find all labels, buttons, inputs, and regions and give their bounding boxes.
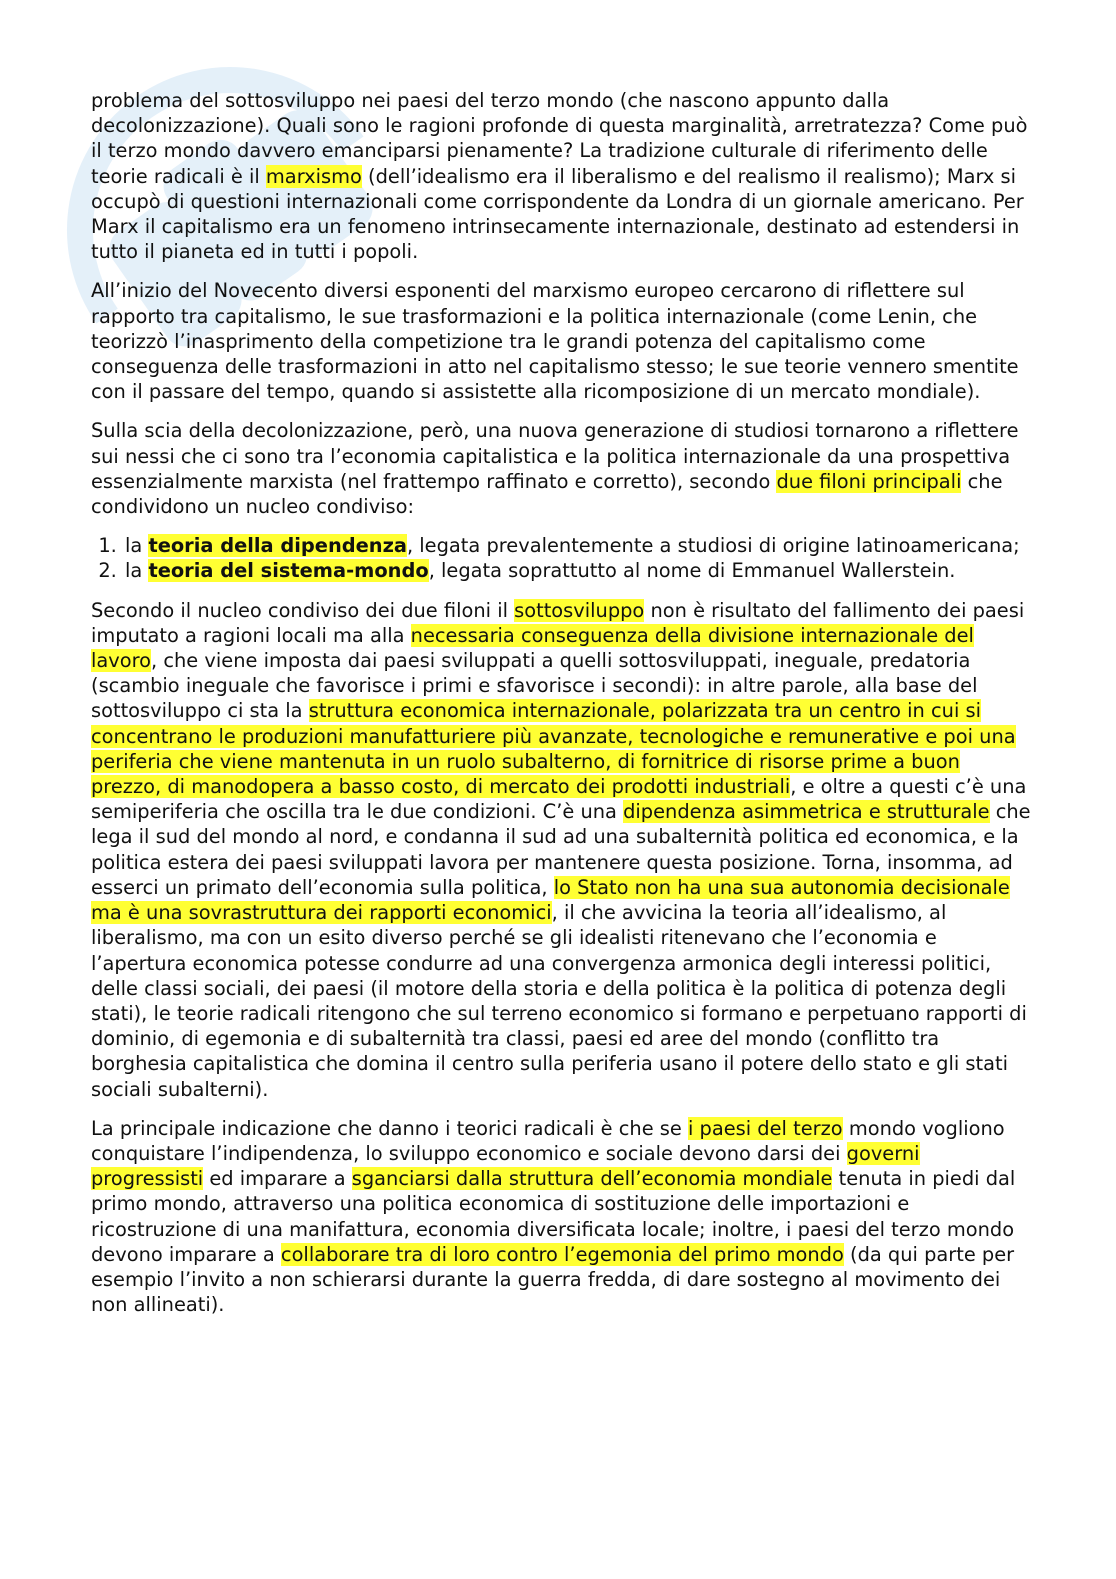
text-span: , e oltre a questi c’è una semiperiferia che oscilla tra le due condizioni. C’è una: [91, 775, 1027, 824]
highlight-due-filoni: due filoni principali: [776, 469, 962, 493]
text-span: che lega il sud del mondo al nord, e condanna il sud ad una subalternità politica ed economica, e la politica estera dei paesi sviluppati lavora per mantenere questa posizione. Torna, insomma, ad esserci un primato dell’economia sulla politica,: [91, 800, 1031, 899]
text-span: , legata prevalentemente a studiosi di origine latinoamericana;: [406, 534, 1020, 558]
text-span: (da qui parte per esempio l’invito a non schierarsi durante la guerra fredda, di dare sostegno al movimento dei non allineati).: [91, 1242, 1015, 1317]
highlight: sottosviluppo: [514, 598, 645, 622]
text-span: Secondo il nucleo condiviso dei due filoni il: [91, 598, 515, 622]
text-span: La principale indicazione che danno i teorici radicali è che se: [91, 1116, 688, 1140]
highlight-wrap: [148, 559, 428, 582]
list-item: [123, 558, 1031, 583]
highlight: lo Stato non ha una sua autonomia decisionale ma è una sovrastruttura dei rapporti economici: [91, 875, 1010, 925]
text-span: problema del sottosviluppo nei paesi del terzo mondo (che nascono appunto dalla decolonizzazione). Quali sono le ragioni profonde di questa marginalità, arretratezza? Come può il terzo mondo davvero emanciparsi pienamente? La tradizione culturale di riferimento delle teorie radicali è il: [91, 89, 1028, 188]
highlight: necessaria conseguenza della divisione internazionale del lavoro: [91, 623, 974, 673]
text-span: la: [125, 534, 149, 558]
text-span: che condividono un nucleo condiviso:: [91, 469, 1003, 519]
list-item: [123, 533, 1031, 558]
theories-list: [91, 533, 1031, 583]
highlight: governi progressisti: [91, 1141, 920, 1191]
text-span: , che viene imposta dai paesi sviluppati a quelli sottosviluppati, ineguale, predatoria (scambio ineguale che favorisce i primi e sfavorisce i secondi): in altre parole, alla base del sottosviluppo ci sta la: [91, 649, 978, 723]
paragraph-1: [91, 88, 1031, 264]
text-span: tenuta in piedi dal primo mondo, attraverso una politica economica di sostituzione delle importazioni e ricostruzione di una manifattura, economia diversificata locale; inoltre, i paesi del terzo mondo devono imparare a: [91, 1167, 1016, 1266]
highlight: collaborare tra di loro contro l’egemonia del primo mondo: [280, 1242, 844, 1266]
paragraph-5: [91, 1116, 1031, 1318]
highlight: sganciarsi dalla struttura dell’economia mondiale: [351, 1167, 833, 1191]
text-span: Sulla scia della decolonizzazione, però, una nuova generazione di studiosi tornarono a riflettere sui nessi che ci sono tra l’economia capitalistica e la politica internazionale da una prospettiva essenzialmente marxista (nel frattempo raffinato e corretto), secondo: [91, 419, 1019, 493]
bold-term: teoria del sistema-mondo: [148, 559, 429, 583]
text-span: la: [125, 559, 149, 583]
text-span: (dell’idealismo era il liberalismo e del realismo il realismo); Marx si occupò di questioni internazionali come corrispondente da Londra di un giornale americano. Per Marx il capitalismo era un fenomeno intrinsecamente internazionale, destinato ad estendersi in tutto il pianeta ed in tutti i popoli.: [91, 164, 1024, 264]
bold-term: teoria della dipendenza: [148, 534, 407, 558]
text-span: mondo vogliono conquistare l’indipendenza, lo sviluppo economico e sociale devono darsi dei: [91, 1116, 1005, 1165]
highlight: struttura economica internazionale, polarizzata tra un centro in cui si concentrano le produzioni manufatturiere più avanzate, tecnologiche e remunerative e poi una periferia che viene mantenuta in un ruolo subalterno, di fornitrice di risorse prime a buon prezzo, di manodopera a basso costo, di mercato dei prodotti industriali: [91, 699, 1016, 799]
highlight-marxismo: marxismo: [265, 164, 362, 188]
text-span: ed imparare a: [203, 1167, 352, 1191]
paragraph-3: [91, 418, 1031, 519]
text-span: , legata soprattutto al nome di Emmanuel Wallerstein.: [428, 559, 956, 583]
paragraph-2: All’inizio del Novecento diversi esponenti del marxismo europeo cercarono di riflettere sul rapporto tra capitalismo, le sue trasformazioni e la politica internazionale (come Lenin, che teorizzò l’inasprimento della competizione tra le grandi potenza del capitalismo come conseguenza delle trasformazioni in atto nel capitalismo stesso; le sue teorie vennero smentite con il passare del tempo, quando si assistette alla ricomposizione di un mercato mondiale).: [91, 279, 1019, 404]
paragraph-4: [91, 598, 1031, 1102]
text-span: non è risultato del fallimento dei paesi imputato a ragioni locali ma alla: [91, 598, 1025, 647]
text-span: , il che avvicina la teoria all’idealismo, al liberalismo, ma con un esito diverso perché se gli idealisti ritenevano che l’economia e l’apertura economica potesse condurre ad una convergenza armonica degli interessi politici, delle classi sociali, dei paesi (il motore della storia e della politica è la politica di potenza degli stati), le teorie radicali ritengono che sul terreno economico si formano e perpetuano rapporti di dominio, di egemonia e di subalternità tra classi, paesi ed aree del mondo (conflitto tra borghesia capitalistica che domina il centro sulla periferia usano il potere dello stato e gli stati sociali subalterni).: [91, 901, 1027, 1101]
document-page: [91, 88, 1031, 1331]
highlight: dipendenza asimmetrica e strutturale: [623, 800, 990, 824]
highlight-wrap: [148, 534, 407, 557]
highlight: i paesi del terzo: [687, 1116, 843, 1140]
